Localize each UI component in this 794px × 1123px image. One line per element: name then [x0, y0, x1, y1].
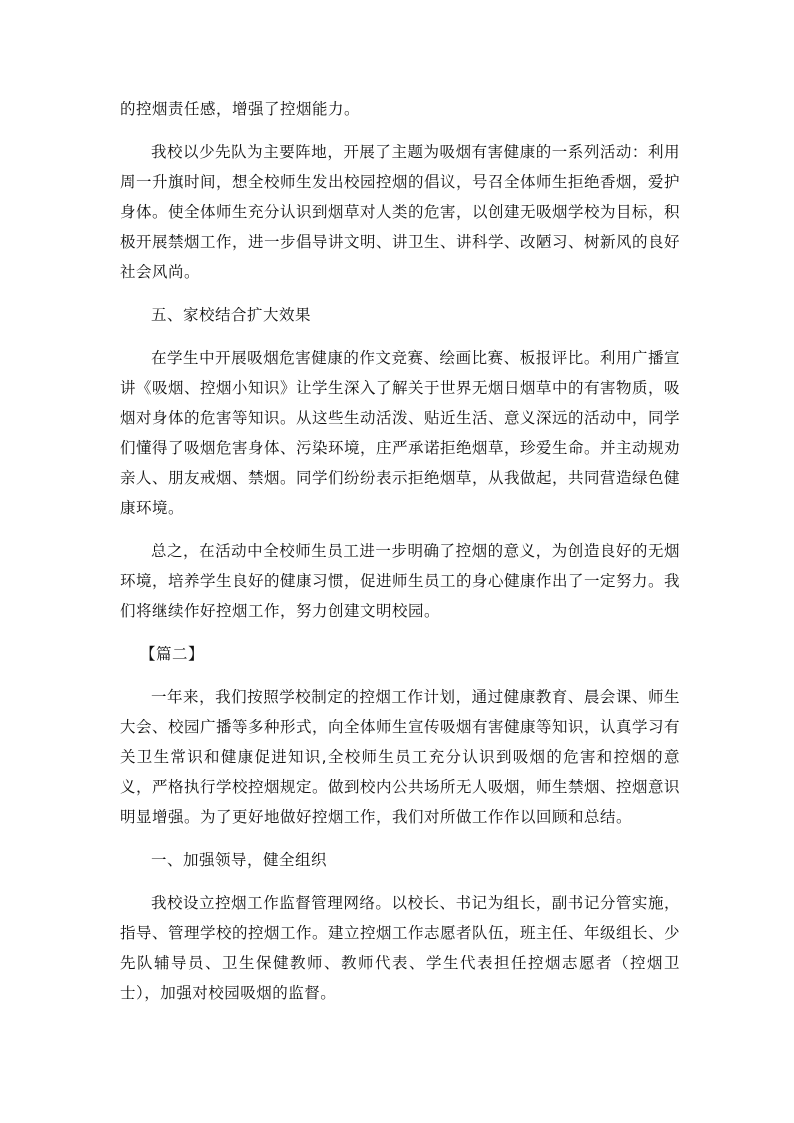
paragraph-summary: 总之，在活动中全校师生员工进一步明确了控烟的意义，为创造良好的无烟环境，培养学生良好的健康习惯，促进师生员工的身心健康作出了一定努力。我们将继续作好控烟工作，努力创建文明校园。 [120, 542, 681, 620]
section-tag-part-two: 【篇二】 [140, 645, 205, 663]
section-heading-five: 五、家校结合扩大效果 [151, 306, 312, 324]
paragraph-home-school: 在学生中开展吸烟危害健康的作文竞赛、绘画比赛、板报评比。利用广播宣讲《吸烟、控烟小知识》让学生深入了解关于世界无烟日烟草中的有害物质，吸烟对身体的危害等知识。从这些生动活泼、贴近生活、意义深远的活动中，同学们懂得了吸烟危害身体、污染环境，庄严承诺拒绝烟草，珍爱生命。并主动规劝亲人、朋友戒烟、禁烟。同学们纷纷表示拒绝烟草，从我做起，共同营造绿色健康环境。 [120, 349, 681, 517]
document-page [120, 94, 680, 1008]
paragraph-year-review: 一年来，我们按照学校制定的控烟工作计划，通过健康教育、晨会课、师生大会、校园广播等多种形式，向全体师生宣传吸烟有害健康等知识，认真学习有关卫生常识和健康促进知识,全校师生员工充分认识到吸烟的危害和控烟的意义，严格执行学校控烟规定。做到校内公共场所无人吸烟，师生禁烟、控烟意识明显增强。为了更好地做好控烟工作，我们对所做工作作以回顾和总结。 [120, 688, 681, 826]
paragraph-continuation: 的控烟责任感，增强了控烟能力。 [120, 100, 361, 118]
section-heading-one: 一、加强领导，健全组织 [151, 851, 328, 869]
paragraph-activities: 我校以少先队为主要阵地，开展了主题为吸烟有害健康的一系列活动：利用周一升旗时间，想全校师生发出校园控烟的倡议，号召全体师生拒绝香烟，爱护身体。使全体师生充分认识到烟草对人类的危害，以创建无吸烟学校为目标，积极开展禁烟工作，进一步倡导讲文明、讲卫生、讲科学、改陋习、树新风的良好社会风尚。 [120, 143, 681, 281]
paragraph-organization: 我校设立控烟工作监督管理网络。以校长、书记为组长，副书记分管实施，指导、管理学校的控烟工作。建立控烟工作志愿者队伍，班主任、年级组长、少先队辅导员、卫生保健教师、教师代表、学生代表担任控烟志愿者（控烟卫士），加强对校园吸烟的监督。 [120, 894, 681, 1002]
